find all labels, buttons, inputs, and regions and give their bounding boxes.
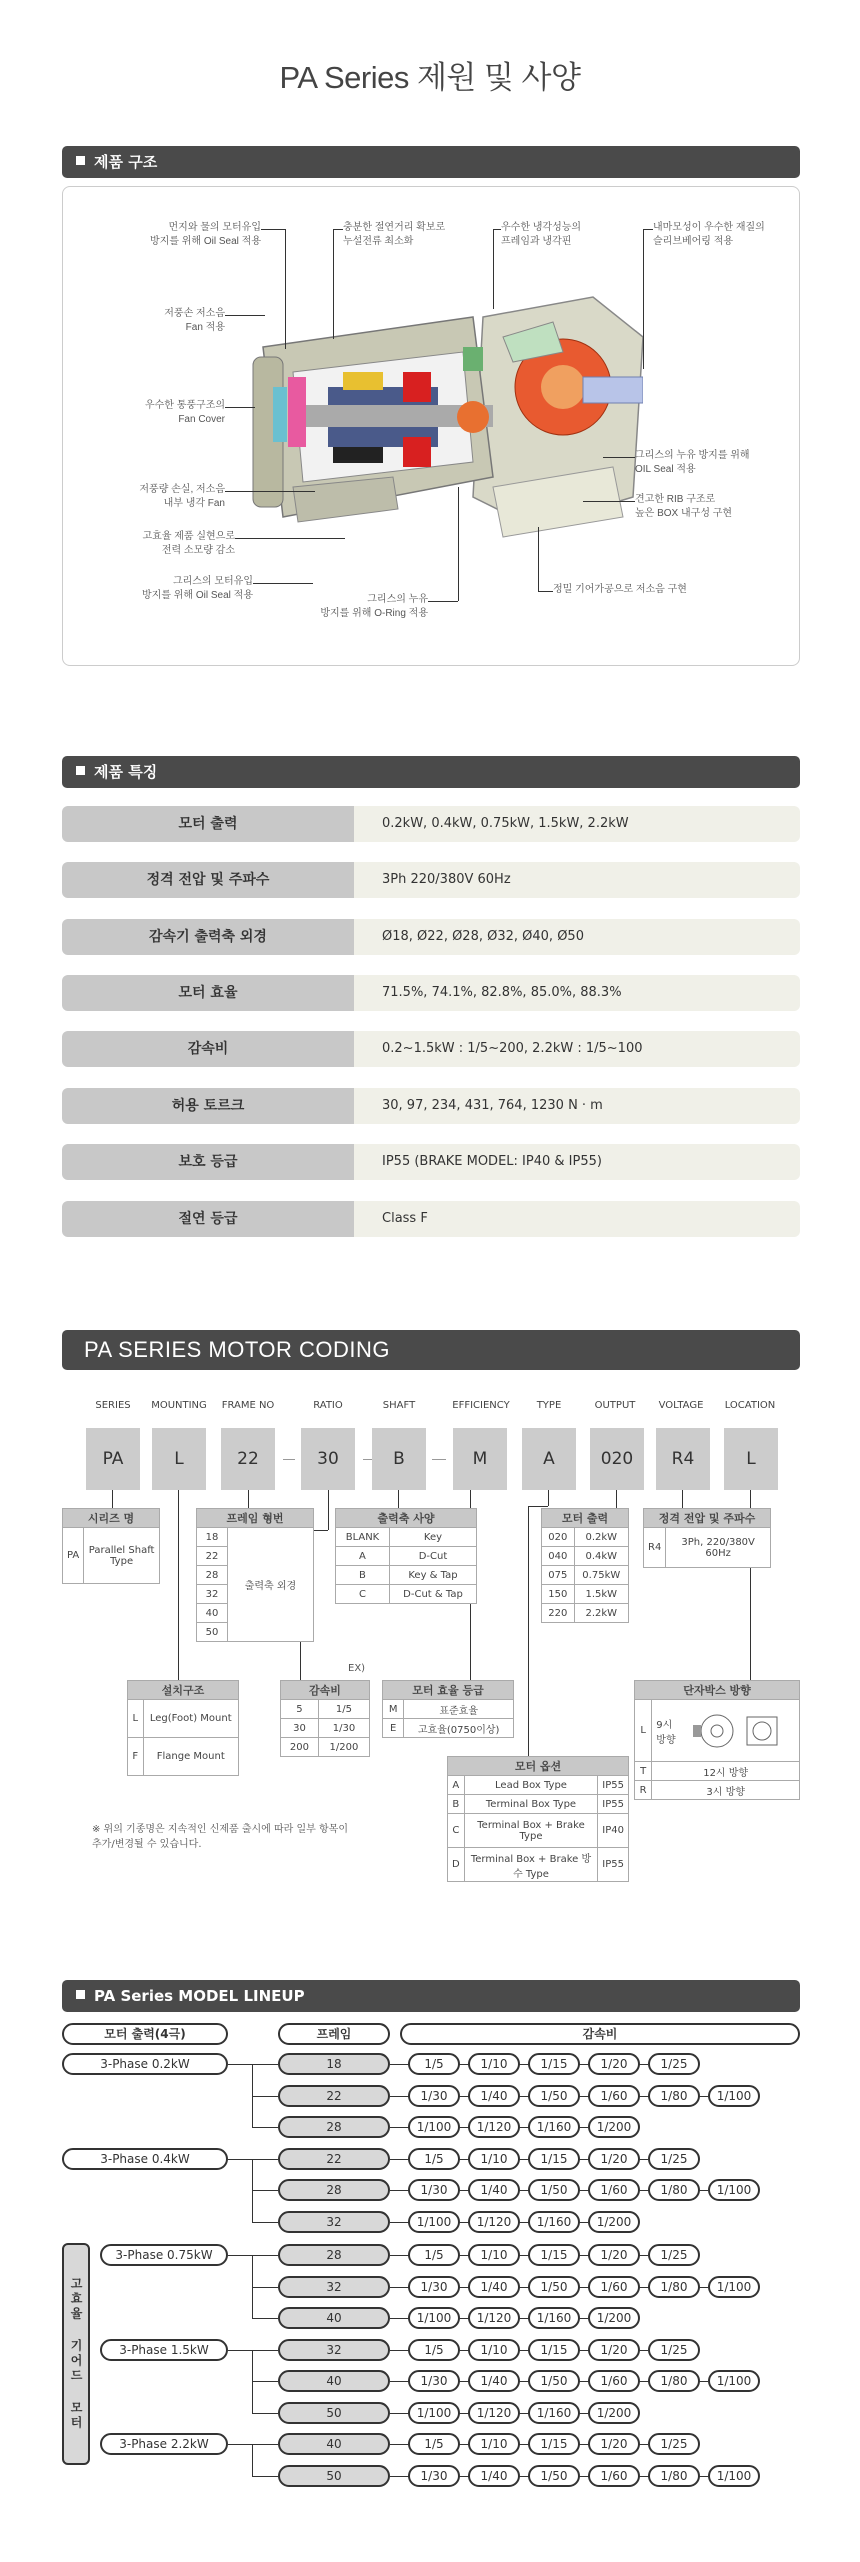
note-rib-structure: 견고한 RIB 구조로 높은 BOX 내구성 구현 <box>635 494 733 519</box>
table-cell: R <box>635 1781 652 1800</box>
table-title: 정격 전압 및 주파수 <box>644 1509 771 1528</box>
ratio-pill: 1/25 <box>648 2244 700 2266</box>
table-cell: 50 <box>197 1623 228 1642</box>
note-fan-cover: 우수한 통풍구조의 Fan Cover <box>144 400 225 425</box>
ratio-pill: 1/15 <box>528 2244 580 2266</box>
table-cell: IP55 <box>598 1776 629 1795</box>
table-cell: 2.2kW <box>574 1604 628 1623</box>
frame-pill: 40 <box>278 2307 390 2329</box>
table-title: 감속비 <box>281 1681 370 1700</box>
spec-row <box>62 806 800 842</box>
structure-panel <box>62 186 800 666</box>
table-cell: F <box>128 1738 144 1776</box>
ratio-pill: 1/20 <box>588 2244 640 2266</box>
code-box-output: 020 <box>590 1428 644 1490</box>
code-label: EFFICIENCY <box>452 1400 510 1411</box>
table-cell: 3시 방향 <box>652 1781 800 1800</box>
ratio-pill: 1/60 <box>588 2276 640 2298</box>
table-cell: Lead Box Type <box>464 1776 598 1795</box>
ratio-pill: 1/10 <box>468 2433 520 2455</box>
table-cell: 18 <box>197 1528 228 1547</box>
note-oil-seal-gear: 그리스의 누유 방지를 위해 OIL Seal 적용 <box>635 450 750 475</box>
code-label: SERIES <box>95 1400 131 1411</box>
code-label: MOUNTING <box>151 1400 207 1411</box>
ratio-pill: 1/10 <box>468 2148 520 2170</box>
table-title: 출력축 사양 <box>336 1509 477 1528</box>
note-high-efficiency: 고효율 제품 실현으로 전력 소모량 감소 <box>142 531 235 556</box>
table-cell: 32 <box>197 1585 228 1604</box>
connector-line <box>252 2381 278 2382</box>
ratio-pill: 1/30 <box>408 2179 460 2201</box>
spec-label: 정격 전압 및 주파수 <box>62 862 354 898</box>
code-box-efficiency: M <box>453 1428 507 1490</box>
ratio-pill: 1/50 <box>528 2465 580 2487</box>
ratio-pill: 1/200 <box>588 2116 640 2138</box>
ratio-pill: 1/80 <box>648 2370 700 2392</box>
ratio-pill: 1/160 <box>528 2307 580 2329</box>
spec-label: 보호 등급 <box>62 1144 354 1180</box>
ratio-pill: 1/100 <box>708 2465 760 2487</box>
table-cell: 0.75kW <box>574 1566 628 1585</box>
table-cell: Flange Mount <box>143 1738 238 1776</box>
table-cell: IP55 <box>598 1848 629 1882</box>
output-table <box>541 1508 629 1623</box>
ratio-pill: 1/40 <box>468 2085 520 2107</box>
spec-row <box>62 1201 800 1237</box>
table-cell: C <box>448 1814 465 1848</box>
note-internal-fan: 저풍량 손실, 저소음 내부 냉각 Fan <box>139 484 225 509</box>
spec-row <box>62 1144 800 1180</box>
table-cell: Terminal Box + Brake Type <box>464 1814 598 1848</box>
ratio-pill: 1/20 <box>588 2053 640 2075</box>
table-cell: 075 <box>542 1566 575 1585</box>
table-cell: 200 <box>281 1738 319 1757</box>
spec-value: 0.2kW, 0.4kW, 0.75kW, 1.5kW, 2.2kW <box>354 806 800 842</box>
connector-line <box>252 2096 278 2097</box>
location-table <box>634 1680 800 1800</box>
ratio-pill: 1/200 <box>588 2211 640 2233</box>
table-cell: Terminal Box Type <box>464 1795 598 1814</box>
note-insulation: 충분한 절연거리 확보로 누설전류 최소화 <box>343 222 446 247</box>
ratio-pill: 1/15 <box>528 2433 580 2455</box>
side-label: 고효율 기어드 모터 <box>62 2243 90 2465</box>
output-pill: 3-Phase 0.2kW <box>62 2053 228 2075</box>
code-box-mounting: L <box>152 1428 206 1490</box>
code-label: VOLTAGE <box>658 1400 704 1411</box>
ratio-pill: 1/5 <box>408 2053 460 2075</box>
frame-pill: 40 <box>278 2433 390 2455</box>
frame-pill: 50 <box>278 2465 390 2487</box>
note-fan: 저풍손 저소음 Fan 적용 <box>164 308 225 333</box>
table-title: 모터 효율 등급 <box>383 1681 514 1700</box>
frame-pill: 32 <box>278 2339 390 2361</box>
ex-label: EX) <box>348 1663 366 1674</box>
table-cell: D-Cut <box>389 1547 476 1566</box>
ratio-pill: 1/30 <box>408 2276 460 2298</box>
ratio-pill: 1/100 <box>408 2116 460 2138</box>
table-cell: 22 <box>197 1547 228 1566</box>
table-cell: Key <box>389 1528 476 1547</box>
table-cell: Leg(Foot) Mount <box>143 1700 238 1738</box>
code-box-location: L <box>724 1428 778 1490</box>
connector-line <box>252 2318 278 2319</box>
ratio-pill: 1/25 <box>648 2339 700 2361</box>
connector-line <box>228 2159 278 2160</box>
table-cell: 30 <box>281 1719 319 1738</box>
type-table <box>447 1756 629 1882</box>
coding-heading: PA SERIES MOTOR CODING <box>62 1330 800 1370</box>
spec-row <box>62 919 800 955</box>
connector-line <box>228 2350 278 2351</box>
table-cell: 220 <box>542 1604 575 1623</box>
table-cell: Parallel Shaft Type <box>84 1528 160 1584</box>
code-box-series: PA <box>86 1428 140 1490</box>
table-cell: L <box>635 1700 652 1762</box>
note-o-ring: 그리스의 누유 방지를 위해 O-Ring 적용 <box>320 594 428 619</box>
ratio-pill: 1/40 <box>468 2179 520 2201</box>
frame-pill: 32 <box>278 2211 390 2233</box>
shaft-table <box>335 1508 477 1604</box>
page-title: PA Series 제원 및 사양 <box>279 60 581 95</box>
ratio-pill: 1/60 <box>588 2370 640 2392</box>
ratio-pill: 1/50 <box>528 2276 580 2298</box>
ratio-pill: 1/80 <box>648 2276 700 2298</box>
table-cell: 3Ph, 220/380V 60Hz <box>666 1528 771 1568</box>
table-cell: IP55 <box>598 1795 629 1814</box>
table-title: 프레임 형번 <box>197 1509 314 1528</box>
note-cooling-frame: 우수한 냉각성능의 프레임과 냉각핀 <box>501 222 582 247</box>
frame-pill: 28 <box>278 2179 390 2201</box>
connector-line <box>228 2444 278 2445</box>
table-cell: D-Cut & Tap <box>389 1585 476 1604</box>
note-oil-seal-grease: 그리스의 모터유입 방지를 위해 Oil Seal 적용 <box>142 576 253 601</box>
table-cell: 28 <box>197 1566 228 1585</box>
ratio-pill: 1/5 <box>408 2433 460 2455</box>
table-title: 시리즈 명 <box>63 1509 160 1528</box>
ratio-pill: 1/80 <box>648 2085 700 2107</box>
ratio-pill: 1/40 <box>468 2276 520 2298</box>
ratio-pill: 1/30 <box>408 2085 460 2107</box>
ratio-pill: 1/40 <box>468 2465 520 2487</box>
connector-line <box>252 2476 278 2477</box>
voltage-table <box>643 1508 771 1568</box>
ratio-pill: 1/120 <box>468 2116 520 2138</box>
frame-pill: 22 <box>278 2085 390 2107</box>
note-oil-seal-dust: 먼지와 물의 모터유입 방지를 위해 Oil Seal 적용 <box>150 222 261 247</box>
note-precision-gear: 정밀 기어가공으로 저소음 구현 <box>553 584 687 595</box>
table-cell: Key & Tap <box>389 1566 476 1585</box>
table-cell: 5 <box>281 1700 319 1719</box>
spec-row <box>62 975 800 1011</box>
spec-label: 허용 토르크 <box>62 1088 354 1124</box>
code-box-voltage: R4 <box>656 1428 710 1490</box>
table-cell: T <box>635 1762 652 1781</box>
ratio-table <box>280 1680 370 1757</box>
ratio-pill: 1/15 <box>528 2148 580 2170</box>
connector-line <box>252 2222 278 2223</box>
series-table <box>62 1508 160 1584</box>
code-label: RATIO <box>313 1400 343 1411</box>
ratio-pill: 1/60 <box>588 2465 640 2487</box>
ratio-pill: 1/30 <box>408 2370 460 2392</box>
code-box-frame: 22 <box>221 1428 275 1490</box>
ratio-pill: 1/10 <box>468 2244 520 2266</box>
table-cell: 12시 방향 <box>652 1762 800 1781</box>
connector-line <box>252 2413 278 2414</box>
ratio-pill: 1/20 <box>588 2148 640 2170</box>
table-title: 설치구조 <box>128 1681 239 1700</box>
table-cell: PA <box>63 1528 84 1584</box>
table-cell: 출력축 외경 <box>227 1528 313 1642</box>
ratio-pill: 1/80 <box>648 2465 700 2487</box>
table-cell: 1/200 <box>318 1738 369 1757</box>
frame-pill: 28 <box>278 2244 390 2266</box>
ratio-pill: 1/20 <box>588 2339 640 2361</box>
structure-heading: 제품 구조 <box>62 146 800 178</box>
ratio-pill: 1/25 <box>648 2148 700 2170</box>
col-ratio-header: 감속비 <box>400 2023 800 2045</box>
ratio-pill: 1/5 <box>408 2339 460 2361</box>
ratio-pill: 1/40 <box>468 2370 520 2392</box>
output-pill: 3-Phase 0.4kW <box>62 2148 228 2170</box>
ratio-pill: 1/80 <box>648 2179 700 2201</box>
table-title: 모터 옵션 <box>448 1757 629 1776</box>
table-cell: 1/30 <box>318 1719 369 1738</box>
ratio-pill: 1/100 <box>708 2179 760 2201</box>
ratio-pill: 1/25 <box>648 2053 700 2075</box>
spec-label: 모터 출력 <box>62 806 354 842</box>
connector-line <box>252 2127 278 2128</box>
ratio-pill: 1/120 <box>468 2402 520 2424</box>
ratio-pill: 1/50 <box>528 2085 580 2107</box>
ratio-pill: 1/200 <box>588 2307 640 2329</box>
ratio-pill: 1/160 <box>528 2402 580 2424</box>
table-cell: 1/5 <box>318 1700 369 1719</box>
table-cell: A <box>448 1776 465 1795</box>
frame-pill: 18 <box>278 2053 390 2075</box>
coding-footnote: ※ 위의 기종명은 지속적인 신제품 출시에 따라 일부 항목이 추가/변경될 수 있습니다. <box>92 1824 348 1850</box>
table-cell: L <box>128 1700 144 1738</box>
connector-line <box>228 2255 278 2256</box>
ratio-pill: 1/10 <box>468 2053 520 2075</box>
table-cell: 40 <box>197 1604 228 1623</box>
spec-row <box>62 1088 800 1124</box>
col-frame-header: 프레임 <box>278 2023 390 2045</box>
ratio-pill: 1/100 <box>408 2211 460 2233</box>
code-dash <box>432 1459 446 1460</box>
ratio-pill: 1/60 <box>588 2179 640 2201</box>
ratio-pill: 1/30 <box>408 2465 460 2487</box>
spec-row <box>62 1031 800 1067</box>
table-cell: 9시 방향 <box>656 1719 676 1746</box>
spec-value: Ø18, Ø22, Ø28, Ø32, Ø40, Ø50 <box>354 919 800 955</box>
ratio-pill: 1/100 <box>408 2307 460 2329</box>
spec-row <box>62 862 800 898</box>
ratio-pill: 1/5 <box>408 2148 460 2170</box>
ratio-pill: 1/50 <box>528 2179 580 2201</box>
table-cell: 020 <box>542 1528 575 1547</box>
ratio-pill: 1/50 <box>528 2370 580 2392</box>
ratio-pill: 1/15 <box>528 2053 580 2075</box>
table-cell: IP40 <box>598 1814 629 1848</box>
code-box-type: A <box>522 1428 576 1490</box>
frame-table <box>196 1508 314 1642</box>
ratio-pill: 1/100 <box>708 2370 760 2392</box>
code-label: SHAFT <box>382 1400 416 1411</box>
ratio-pill: 1/160 <box>528 2116 580 2138</box>
table-cell: 040 <box>542 1547 575 1566</box>
spec-value: IP55 (BRAKE MODEL: IP40 & IP55) <box>354 1144 800 1180</box>
terminal-box-diagram <box>687 1711 783 1751</box>
spec-value: 3Ph 220/380V 60Hz <box>354 862 800 898</box>
table-cell: R4 <box>644 1528 666 1568</box>
table-title: 단자박스 방향 <box>635 1681 800 1700</box>
ratio-pill: 1/100 <box>708 2085 760 2107</box>
table-cell: 1.5kW <box>574 1585 628 1604</box>
ratio-pill: 1/160 <box>528 2211 580 2233</box>
table-cell: BLANK <box>336 1528 390 1547</box>
efficiency-table <box>382 1680 514 1738</box>
table-cell: C <box>336 1585 390 1604</box>
table-cell: D <box>448 1848 465 1882</box>
connector-line <box>252 2444 253 2476</box>
ratio-pill: 1/20 <box>588 2433 640 2455</box>
connector-line <box>228 2064 278 2065</box>
lineup-heading: PA Series MODEL LINEUP <box>62 1980 800 2012</box>
table-title: 모터 출력 <box>542 1509 629 1528</box>
code-label: OUTPUT <box>594 1400 636 1411</box>
spec-label: 감속기 출력축 외경 <box>62 919 354 955</box>
ratio-pill: 1/5 <box>408 2244 460 2266</box>
output-pill: 3-Phase 0.75kW <box>100 2244 228 2266</box>
ratio-pill: 1/100 <box>408 2402 460 2424</box>
spec-value: 71.5%, 74.1%, 82.8%, 85.0%, 88.3% <box>354 975 800 1011</box>
frame-pill: 28 <box>278 2116 390 2138</box>
code-box-ratio: 30 <box>301 1428 355 1490</box>
note-sleeve-bearing: 내마모성이 우수한 재질의 슬리브베어링 적용 <box>653 222 765 247</box>
frame-pill: 32 <box>278 2276 390 2298</box>
table-cell: B <box>336 1566 390 1585</box>
table-cell: 150 <box>542 1585 575 1604</box>
mount-table <box>127 1680 239 1776</box>
code-label: TYPE <box>536 1400 562 1411</box>
col-output-header: 모터 출력(4극) <box>62 2023 228 2045</box>
connector-line <box>252 2190 278 2191</box>
spec-value: Class F <box>354 1201 800 1237</box>
ratio-pill: 1/60 <box>588 2085 640 2107</box>
output-pill: 3-Phase 2.2kW <box>100 2433 228 2455</box>
spec-label: 절연 등급 <box>62 1201 354 1237</box>
spec-label: 모터 효율 <box>62 975 354 1011</box>
code-label: LOCATION <box>724 1400 776 1411</box>
output-pill: 3-Phase 1.5kW <box>100 2339 228 2361</box>
code-box-shaft: B <box>372 1428 426 1490</box>
table-cell: B <box>448 1795 465 1814</box>
frame-pill: 22 <box>278 2148 390 2170</box>
frame-pill: 50 <box>278 2402 390 2424</box>
table-cell: M <box>383 1700 404 1719</box>
table-cell: 0.2kW <box>574 1528 628 1547</box>
table-cell: 표준효율 <box>404 1700 514 1719</box>
ratio-pill: 1/100 <box>708 2276 760 2298</box>
table-cell: Terminal Box + Brake 방수 Type <box>464 1848 598 1882</box>
spec-label: 감속비 <box>62 1031 354 1067</box>
table-cell: 고효율(0750이상) <box>404 1719 514 1738</box>
code-dash <box>283 1459 295 1460</box>
ratio-pill: 1/120 <box>468 2307 520 2329</box>
spec-value: 0.2~1.5kW : 1/5~200, 2.2kW : 1/5~100 <box>354 1031 800 1067</box>
spec-value: 30, 97, 234, 431, 764, 1230 N · m <box>354 1088 800 1124</box>
motor-cutaway-illustration <box>233 277 643 557</box>
frame-pill: 40 <box>278 2370 390 2392</box>
ratio-pill: 1/10 <box>468 2339 520 2361</box>
table-cell: A <box>336 1547 390 1566</box>
ratio-pill: 1/200 <box>588 2402 640 2424</box>
connector-line <box>252 2287 278 2288</box>
ratio-pill: 1/15 <box>528 2339 580 2361</box>
features-heading: 제품 특징 <box>62 756 800 788</box>
ratio-pill: 1/25 <box>648 2433 700 2455</box>
table-cell: 0.4kW <box>574 1547 628 1566</box>
ratio-pill: 1/120 <box>468 2211 520 2233</box>
code-label: FRAME NO <box>221 1400 275 1411</box>
table-cell: E <box>383 1719 404 1738</box>
